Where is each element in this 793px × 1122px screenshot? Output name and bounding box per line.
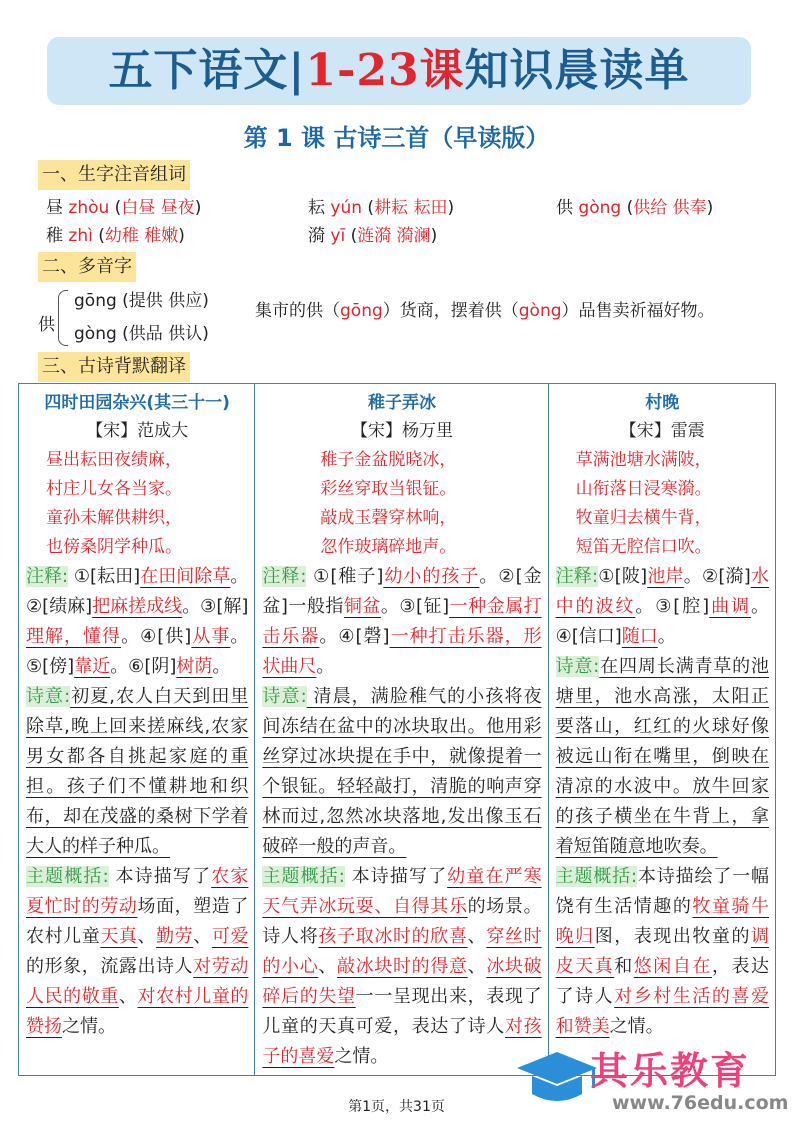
highlighted-answer: 牧童骑牛晚归 [555, 896, 770, 947]
text-segment: ①[陂] [598, 566, 648, 587]
highlighted-answer: 敲冰块时的得意 [337, 956, 468, 977]
section-label: 主题概括: [555, 866, 638, 887]
highlighted-answer: 天真 [100, 926, 138, 947]
poem-notes [26, 562, 248, 1042]
highlighted-answer: 理解，懂得 [26, 626, 122, 647]
poem-author: 【宋】雷震 [619, 421, 705, 441]
text-segment: ①[稚子] [306, 566, 384, 587]
highlighted-answer: 对农村儿童的赞扬 [26, 986, 249, 1037]
lesson-title: 第 1 课 古诗三首（早读版） [243, 124, 550, 152]
text-segment: 清晨，满脸稚气的小孩将夜间冻结在盆中的冰块取出。他用彩丝穿过冰块提在手中，就像提着一个银钲。轻轻敲打，清脆的响声穿林而过,忽然冰块落地,发出像玉石破碎一般的声音。 [262, 686, 542, 857]
text-segment: 、 [467, 956, 487, 977]
highlighted-answer: 孩子取冰时的欣喜 [318, 926, 468, 947]
section-heading-polyphone: 二、多音字 [38, 252, 136, 282]
polyphone-reading-1: gōng (提供 供应) [74, 291, 209, 311]
title-part-a: 五下语文| [108, 45, 306, 96]
text-segment: 、 [193, 926, 212, 947]
text-segment: 。②[金盆]一般指 [262, 566, 542, 617]
highlighted-answer: 悠闲自在 [633, 956, 712, 977]
text-segment: ，表达了诗人 [555, 956, 770, 1007]
text-segment: 的形象，流露出诗人 [26, 956, 194, 977]
section-label: 诗意: [555, 656, 600, 677]
brace-symbol [58, 290, 68, 346]
highlighted-answer: 树荫 [176, 656, 213, 677]
text-segment: 本诗描写了 [344, 866, 448, 887]
highlighted-answer: 对劳动人民的敬重 [26, 956, 249, 1007]
char-entry: 漪 yī (涟漪 漪澜) [308, 226, 438, 246]
text-segment: 一一呈现出来，表现了儿童的天真可爱，表达了诗人 [262, 986, 542, 1037]
highlighted-answer: 一种金属打击乐器 [262, 596, 542, 647]
text-segment: 集市的供（ [255, 301, 340, 321]
poem-notes [556, 562, 769, 1042]
highlighted-answer: 在田间除草 [140, 566, 231, 587]
section-heading-poems: 三、古诗背默翻译 [38, 352, 190, 382]
text-segment: 之情。 [62, 1016, 116, 1037]
text-segment: 。④[磬] [319, 626, 390, 647]
poem-column [255, 384, 548, 1075]
poem-column [19, 384, 255, 1075]
section-label: 主题概括: [262, 866, 345, 887]
text-segment: 、 [318, 956, 338, 977]
highlighted-answer: 农家夏忙时的劳动 [26, 866, 249, 917]
page-number: 第1页，共31页 [348, 1099, 445, 1115]
text-segment: 之情。 [334, 1046, 389, 1067]
text-segment: 。③[腔] [635, 596, 710, 617]
text-segment: 之情。 [609, 1016, 664, 1037]
text-segment: 。 [316, 656, 335, 677]
graduation-cap-icon [512, 1046, 602, 1106]
watermark-logo [512, 1040, 793, 1122]
polyphone-reading-2: gòng (供品 供认) [74, 324, 209, 344]
text-segment: 图，表现出牧童的 [594, 926, 752, 947]
text-segment: 。 [657, 626, 676, 647]
highlighted-answer: 可爱 [211, 926, 249, 947]
section-label: 注释: [26, 566, 69, 587]
char-entry: 昼 zhòu (白昼 昼夜) [46, 198, 202, 218]
highlighted-answer: gòng [518, 301, 562, 321]
highlighted-answer: 穿丝时的小心 [262, 926, 542, 977]
text-segment: 、 [118, 986, 138, 1007]
poem-notes [262, 562, 541, 1072]
highlighted-answer: 幼小的孩子 [383, 566, 480, 587]
polyphone-example-sentence [255, 298, 715, 324]
text-segment: 。 [212, 656, 231, 677]
highlighted-answer: 对乡村生活的喜爱和赞美 [555, 986, 770, 1037]
poem-title: 四时田园杂兴(其三十一) [44, 393, 230, 413]
section-label: 主题概括: [26, 866, 109, 887]
highlighted-answer: 靠近 [74, 656, 111, 677]
watermark-url: www.76edu.com [612, 1092, 789, 1114]
highlighted-answer: 水中的波纹 [555, 566, 770, 617]
poem-lines: 昼出耘田夜绩麻， 村庄儿女各当家。 童孙未解供耕织， 也傍桑阴学种瓜。 [46, 450, 182, 557]
highlighted-answer: 勤劳 [156, 926, 194, 947]
highlighted-answer: 一种打击乐器，形状曲尺 [262, 626, 542, 677]
text-segment: 、 [137, 926, 157, 947]
section-label: 注释: [555, 566, 599, 587]
text-segment: 的场景。诗人将 [262, 896, 542, 947]
text-segment: 。⑥[阴] [110, 656, 177, 677]
highlighted-answer: 冰块破碎后的失望 [262, 956, 542, 1007]
char-entry: 稚 zhì (幼稚 稚嫩) [46, 226, 185, 246]
highlighted-answer: 随口 [621, 626, 658, 647]
text-segment: 在四周长满青草的池塘里，池水高涨，太阳正要落山，红红的火球好像被远山衔在嘴里，倒映在清凉的水波中。放牛回家的孩子横坐在牛背上，拿着短笛随意地吹奏。 [555, 656, 769, 857]
title-part-c: 知识晨读单 [464, 45, 690, 96]
text-segment: 、 [467, 926, 487, 947]
poem-title: 稚子弄冰 [367, 393, 436, 413]
highlighted-answer: 从事 [191, 626, 231, 647]
text-segment: 本诗描写了 [108, 866, 212, 887]
poem-author: 【宋】杨万里 [350, 421, 453, 441]
highlighted-answer: 幼童在严寒天气弄冰玩耍、自得其乐 [262, 866, 542, 917]
section-heading-characters: 一、生字注音组词 [38, 160, 190, 190]
highlighted-answer: 池岸 [647, 566, 684, 587]
text-segment: 。②[绩麻] [26, 566, 249, 617]
highlighted-answer: 调皮天真 [555, 926, 770, 977]
section-label: 注释: [262, 566, 307, 587]
poem-lines: 草满池塘水满陂， 山衔落日浸寒漪。 牧童归去横牛背， 短笛无腔信口吹。 [575, 450, 712, 557]
section-label: 诗意: [26, 686, 71, 707]
text-segment: ）品售卖祈福好物。 [561, 301, 715, 321]
polyphone-char: 供 [38, 315, 55, 335]
text-segment: 场面，塑造了农村儿童 [26, 896, 249, 947]
watermark-name: 其乐教育 [590, 1049, 751, 1093]
text-segment: ）货商，摆着供（ [382, 301, 519, 321]
text-segment: 。②[漪] [683, 566, 751, 587]
highlighted-answer: 把麻搓成线 [92, 596, 183, 617]
text-segment: 初夏,农人白天到田里除草,晚上回来搓麻线,农家男女都各自挑起家庭的重担。孩子们不懂耕地和织布，却在茂盛的桑树下学着大人的样子种瓜。 [26, 686, 249, 857]
document-title-banner [47, 37, 751, 105]
highlighted-answer: 曲调 [709, 596, 752, 617]
text-segment: 。③[钲] [380, 596, 450, 617]
char-entry: 耘 yún (耕耘 耘田) [308, 198, 455, 218]
text-segment: 本诗描绘了一幅饶有生活情趣的 [555, 866, 769, 917]
section-label: 诗意: [262, 686, 307, 707]
text-segment: 。④[信口] [555, 596, 770, 647]
poem-author: 【宋】范成大 [86, 421, 189, 441]
char-entry: 供 gòng (供给 供奉) [556, 198, 714, 218]
highlighted-answer: 铜盆 [343, 596, 381, 617]
text-segment: 和 [614, 956, 634, 977]
poem-lines: 稚子金盆脱晓冰， 彩丝穿取当银钲。 敲成玉磬穿林响， 忽作玻璃碎地声。 [320, 450, 457, 557]
poem-column [549, 384, 775, 1075]
highlighted-answer: gōng [340, 301, 383, 321]
text-segment: 。③[解] [182, 596, 249, 617]
poem-table [18, 383, 776, 1076]
text-segment: 。⑤[傍] [26, 626, 249, 677]
poem-title: 村晚 [645, 393, 680, 413]
text-segment: 。④[供] [121, 626, 192, 647]
highlighted-answer: 对孩子的喜爱 [262, 1016, 542, 1067]
title-part-b: 1-23课 [305, 45, 465, 96]
text-segment: ①[耘田] [68, 566, 141, 587]
